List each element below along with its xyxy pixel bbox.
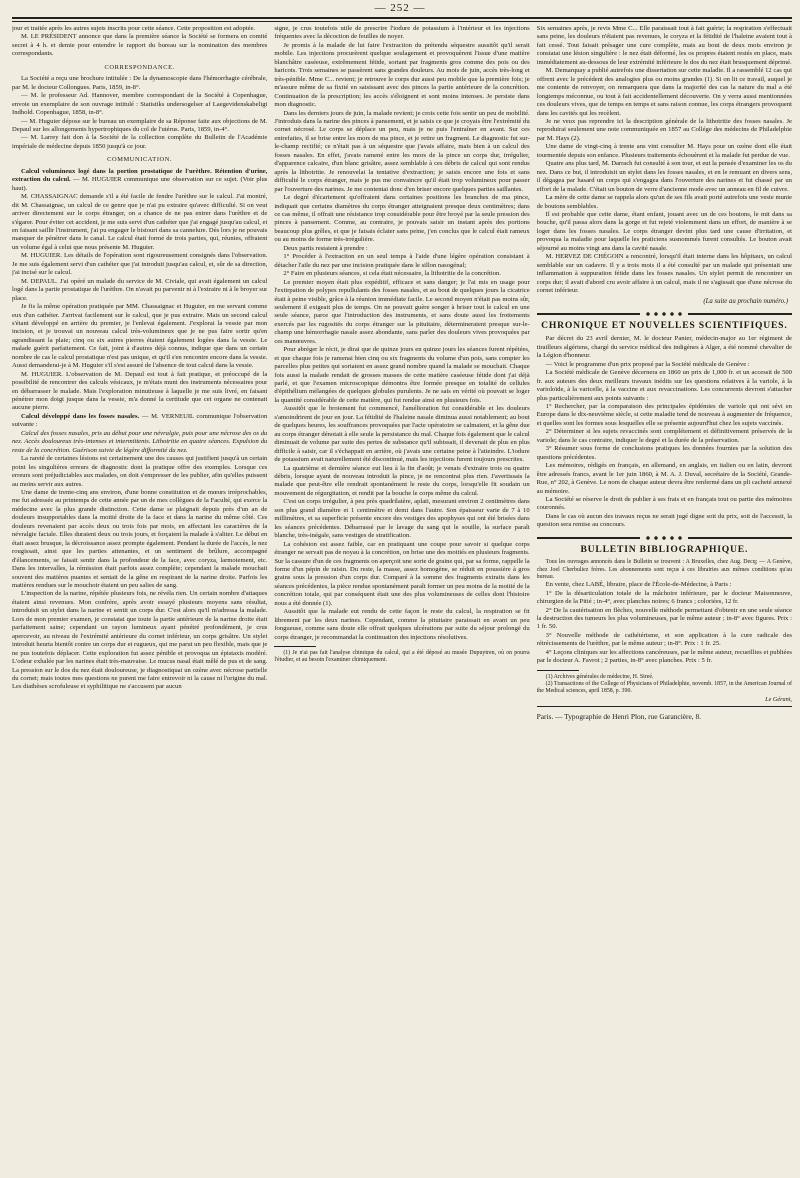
paragraph: 2° Faire en plusieurs séances, si cela était nécessaire, la lithotritie de la concrétion. <box>283 270 501 278</box>
columns <box>12 25 792 1164</box>
footnote-rule <box>537 670 579 671</box>
paragraph: En vente, chez LABÉ, libraire, place de l'École-de-Médecine, à Paris : <box>545 581 732 589</box>
paragraph: Je fis la même opération pratiquée par MM. Chassaignac et Huguier, en me servant comme eux d'un cathéter. J'arrivai facilement sur le calcul, que je pus extraire. Mais un second calcul s'étant développé en arrière du premier, je l'enlevai également. J'explorai la vessie par mon incision, et je trouvai un nouveau calcul très-volumineux que je ne pus faire sortir qu'en agrandissant la plaie; cinq ou six autres pierres étaient également logées dans la vessie. Le malade guérit parfaitement. Ce fait, joint à d'autres déjà connus, indique que dans un certain nombre de cas le calcul prostatique n'est pas unique, et qu'il s'en rencontre encore dans la vessie. Aussi demanderai-je à M. Huguier s'il s'est assuré de l'absence de tout calcul dans la vessie. <box>12 303 268 370</box>
paragraph: 2° Déterminer si les sujets revaccinés sont complétement et définitivement préservés de la variole; dans le cas contraire, indiquer le degré et la durée de la préservation. <box>536 428 792 444</box>
paragraph: Je promis à la malade de lui faire l'extraction du prétendu séquestre aussitôt qu'il serait mobile. Les injections procurèrent quelque soulagement et provoquèrent l'issue d'une matière blanchâtre caséeuse, extrêmement fétide, sortant par fragments gros comme des pois ou des haricots. Trois semaines se passèrent sans grandes douleurs. Au mois de juin, accès très-long et très-pénible. Mme C... revient; je retrouve le corps dur aussi peu mobile que la première fois; je m'assure même de sa fixité en saisissant avec des pinces la partie antérieure de la concrétion. Continuation de la prescription; les accès s'éloignent et sont moins intenses. Je persiste dans mon diagnostic. <box>274 41 530 109</box>
continued-note: (La suite au prochain numéro.) <box>703 297 788 305</box>
paragraph: M. HUGUIER. Les détails de l'opération sont rigoureusement consignés dans l'observation. Je me suis également servi d'un cathéter que j'ai introduit jusqu'au calcul, et, sûr de sa direction, j'ai incisé sur le calcul. <box>12 252 268 277</box>
run-in-title: Calcul développé dans les fosses nasales. <box>21 412 140 420</box>
paragraph: M. DEPAUL. J'ai opéré un malade du service de M. Civiale, qui avait également un calcul logé dans la partie prostatique de l'urèthre. On n'avait pu parvenir ni à l'extraire ni à le broyer sur place. <box>12 277 268 302</box>
paragraph: Je ne veux pas reprendre ici la description générale de la lithotritie des fosses nasales. Je reproduirai seulement une note communiquée en 1857 au Collége des médecins de Philadelphie par M. Hays (2). <box>536 117 792 142</box>
section-separator <box>537 535 792 541</box>
paragraph: Quatre ans plus tard, M. Darrach fut consulté à son tour, et eut la pensée d'examiner les os du nez. Dans ce but, il introduisit un stylet dans les fosses nasales, et en le remuant en divers sens, il dégagea par hasard un corps qui s'engagea dans l'ouverture des narines et fut chassé par un effort de la malade. C'était un bouton de verre d'ancienne mode avec un anneau en fil de cuivre. <box>536 160 792 193</box>
paragraph: Dans les derniers jours de juin, la malade revient; je crois cette fois sentir un peu de mobilité. J'introduis dans la narine des pinces à pansement, et je saisis ce que je croyais être l'extrémité du cornet nécrosé. Le corps se déplace un peu, mais je ne puis l'entraîner en avant. Sur ces entrefaites, il se brise entre les mors de ma pince, et je retire un fragment. Le diagnostic fut sur-le-champ rectifié; ce n'était pas à un séquestre que j'avais affaire, mais bien à un calcul des fosses nasales. En effet, j'avais ramené entre les mors de la pince un corps dur, irrégulier, d'apparence calcaire, d'un blanc grisâtre, assez semblable à ces débris de calcul qui sont rendus après la lithotritie. Je renouvelai la tentative d'extraction; je saisis encore une fois et sans difficulté le corps étranger, mais je pus me convaincre qu'il était trop volumineux pour passer par l'ouverture des narines. Je me contentai donc d'en briser encore quelques parties saillantes. <box>274 109 530 193</box>
paragraph: La Société se réserve le droit de publier à ses frais et en français tout ou partie des mémoires couronnés. <box>536 496 792 512</box>
imprint-rule <box>537 706 792 707</box>
paragraph <box>12 413 267 430</box>
section-heading-communication: COMMUNICATION. <box>107 156 173 164</box>
footnote-rule <box>274 646 316 647</box>
column-3 <box>537 25 792 1164</box>
section-heading-correspondance: CORRESPONDANCE. <box>104 63 175 71</box>
paragraph: 3° Résumer sous forme de conclusions pratiques les données fournies par la solution des questions précédentes. <box>536 445 792 461</box>
paragraph: La Société médicale de Genève décernera en 1860 un prix de 1,000 fr. et un accessit de 500 fr. aux auteurs des deux meilleurs travaux inédits sur les questions relatives à la variole, à la varioloïde, à la varicelle, à la vaccine et aux revaccinations. Les concurrents devront s'attacher plus particulièrement aux points suivants : <box>536 369 792 402</box>
paragraph: Il est probable que cette dame, étant enfant, jouant avec un de ces boutons, le mit dans sa bouche, qu'il passa alors dans la gorge et fut rejeté violemment dans un effort, de manière à se loger dans les fosses nasales. Le corps étranger devint plus tard une cause d'irritation, et provoqua la maladie pour laquelle les praticiens susnommés furent consultés. Le bouton avait séjourné au moins vingt ans dans la cavité nasale. <box>536 210 792 252</box>
paragraph: — M. Larrey fait don à la Société de la collection complète du Bulletin de l'Académie impériale de médecine depuis 1850 jusqu'à ce jour. <box>12 134 268 150</box>
paragraph: M. CHASSAIGNAC demande s'il a été facile de fendre l'urèthre sur le calcul. J'ai montré, dit M. Chassaignac, un calcul de ce genre que je n'ai pu extraire qu'avec difficulté. Si on veut arriver directement sur le corps étranger, on a chance de ne pas entrer dans l'urèthre et de s'égarer. Pour éviter cet accident, je me suis servi d'un cathéter que j'ai engagé jusqu'au calcul, et en faisant saillir l'instrument, j'ai pu engager le bistouri dans sa cannelure. Dès lors je ne pouvais manquer de pénétrer dans le canal. Le calcul était formé de trois parties, qui, réunies, offraient un volume égal à celui que nous présente M. Huguier. <box>12 193 268 251</box>
paragraph: Les mémoires, rédigés en français, en allemand, en anglais, en italien ou en latin, devront être adressés francs, avant le 1er juin 1860, à M. A. J. Duval, secrétaire de la Société, Grande-Rue, n° 202, à Genève. Le nom de chaque auteur devra être renfermé dans un pli cacheté annexé au mémoire. <box>536 462 792 495</box>
paragraph: Aussitôt que la malade eut rendu de cette façon le reste du calcul, la respiration se fit librement par les deux narines. Cependant, comme la pituitaire paraissait en avant un peu fongueuse, comme sans doute elle offrait quelques ulcérations par suite du séjour prolongé du corps étranger, je recommandai la continuation des injections résolutives. <box>274 608 530 641</box>
paragraph: Le premier moyen était plus expéditif, efficace et sans danger; je l'ai mis en usage pour l'extirpation de polypes repullulants des fosses nasales, et au bout de quelques jours la cicatrice était à peine visible, grâce à la réunion immédiate facile. Le second moyen n'était pas moins sûr, seulement il exigeait plus de temps. On ne pouvait guère songer à briser tout le calcul en une seule séance, parce que l'introduction des instruments, et sans doute aussi les frottements exercés par les rugosités du corps étranger sur la pituitaire, détermineraient presque sur-le-champ une hémorrhagie nasale assez abondante, sans parler des douleurs vives provoquées par ces manœuvres. <box>274 278 530 345</box>
section-separator <box>537 311 792 317</box>
footnote: (1) Je n'ai pas fait l'analyse chimique du calcul, qui a été déposé au musée Dupuytren, où on pourra l'étudier, et au besoin l'examiner chimiquement. <box>274 650 530 664</box>
paragraph: La Société a reçu une brochure intitulée : De la dynamoscopie dans l'hémorrhagie cérébrale, par M. le docteur Collongues. Paris, 1859, in-8°. <box>12 75 268 91</box>
paragraph-text: — M. VERNEUIL communique l'observation suivante : <box>12 412 268 429</box>
paragraph: Deux partis restaient à prendre : <box>283 244 368 252</box>
observation-title: Calcul des fosses nasales, pris au début pour une névralgie, puis pour une nécrose des os du nez. Accès douloureux très-intenses et intermittents. Lithotritie en quatre séances. Expulsion du reste de la concrétion. Guérison suivie de légère difformité du nez. <box>12 429 268 454</box>
paragraph: 2° De la cautérisation en flèches, nouvelle méthode permettant d'obtenir en une seule séance la destruction des tumeurs les plus volumineuses, par le même auteur ; in-8° avec figures. Prix : 1 fr. 50. <box>536 606 792 631</box>
imprint-text: Paris. — Typographie de Henri Plon, rue Garancière, 8. <box>536 712 702 722</box>
paragraph: 1° De la désarticulation totale de la mâchoire inférieure, par le docteur Maisonneuve, chirurgien de la Pitié ; in-4°, avec planches noires; 6 francs ; coloriées, 12 fr. <box>536 589 792 606</box>
paragraph: Aussitôt que le broiement fut commencé, l'amélioration fut considérable et les douleurs s'amoindrirent de jour en jour. La fétidité de l'haleine nasale diminua aussi notablement; au bout de quelques heures, les souffrances provoquées par l'acte opératoire se calmaient, et la gêne due au corps étranger dénotait à elle seule la persistance du mal. Chaque fois également que le calcul diminuait de volume par suite des pertes de substance qu'il subissait, il devenait de plus en plus difficile à saisir, car il s'échappait en arrière, où j'avais une certaine peine à l'atteindre. L'iodure de potassium avait naturellement été discontinué, mais les injections furent toujours prescrites. <box>274 405 530 464</box>
paragraph: — M. Huguier dépose sur le bureau un exemplaire de sa Réponse faite aux objections de M. Depaul sur les allongements hypertrophiques du col de l'utérus. Paris, 1859, in-4°. <box>12 117 268 133</box>
paragraph: M. HERVEZ DE CHÉGOIN a rencontré, lorsqu'il était interne dans les hôpitaux, un calcul semblable sur un cadavre. Il y a trois mois il a été consulté par un malade qui présentait une inflammation à suppuration fétide dans les fosses nasales. Un stylet permit de rencontrer un corps dur; il avait d'abord cru avoir affaire à un calcul, mais il ne s'agissait que d'une nécrose du cornet inférieur. <box>536 253 792 295</box>
paragraph: Une dame de trente-cinq ans environ, d'une bonne constitution et de mœurs irréprochables, me fut adressée au printemps de cette année par un de mes collègues de la Faculté, qui exerce la médecine avec la plus grande distinction. Cette dame se plaignait depuis près d'un an de douleurs insupportables dans la moitié droite de la face et dans la narine du même côté. Ces douleurs revenaient par accès deux ou trois fois par mois, en affectant les caractères de la névralgie faciale. Elles duraient deux ou trois jours, et forçaient la malade à s'aliter. Le début en était assez brusque, la décroissance assez prompte également. Pendant la durée de l'accès, le nez rougissait, ainsi que les parties attenantes, et un sentiment de brûlure, accompagné d'élancements, se faisait sentir dans la profondeur de la face, avec coryza, larmoiement, etc. Dans les intervalles, la rémission était parfois assez complète; cependant la malade mouchait souvent des matières puantes et sentait de la gêne en respirant de la narine droite. Parfois les matières rendues sur le mouchoir étaient un peu salies de sang. <box>12 489 268 589</box>
paragraph: M. Demarquay a publié autrefois une dissertation sur cette maladie. Il a rassemblé 12 cas qui offrent avec le précédent des analogies plus ou moins grandes (1). Si on lit ce travail, auquel je me contente de renvoyer, on remarquera que dans la majorité des cas la nature du mal a été longtemps méconnue, ou tout à fait accidentellement découverte. On y verra aussi mentionnées ces douleurs vives, que de temps en temps et sans raison connue, les corps étrangers provoquent dans les cavités qui les recèlent. <box>536 67 792 117</box>
page-number: — 252 — <box>374 2 426 14</box>
paragraph <box>12 168 267 193</box>
column-1 <box>12 25 267 1164</box>
paragraph: 1° Rechercher, par la comparaison des principales épidémies de variole qui ont sévi en Europe dans le dix-neuvième siècle, si cette maladie tend de nouveau à augmenter de fréquence, et quelles sont les formes sous lesquelles elle se présente aujourd'hui chez les sujets vaccinés. <box>536 403 792 427</box>
paragraph: La quatrième et dernière séance eut lieu à la fin d'août; je venais d'extraire trois ou quatre débris, lorsque ayant de nouveau introduit la pince, je ne rencontrai plus rien. J'avertissais la malade que peut-être elle rendrait spontanément le reste du corps, lorsqu'elle fit soudain un mouvement de régurgitation, et rendit par la bouche le corps même du calcul. <box>274 464 530 497</box>
paragraph: Pour abréger le récit, je dirai que de quinze jours en quinze jours les séances furent répétées, et que chaque fois je ramenai bien cinq ou six fragments du volume d'un pois, sans compter les parcelles plus petites qui sortaient en assez grand nombre quand la malade se mouchait. Chaque fois aussi la malade rendait de grosses masses de cette matière caséeuse fétide dont j'ai déjà parlé, et que l'examen microscopique démontra être formée presque en totalité de cellules d'épithélium mélangées de quelques globules purulents. Je ne sais en vérité où pouvait se loger la quantité considérable de cette matière, qui fut rendue ainsi en plusieurs fois. <box>274 346 530 404</box>
paragraph: C'est un corps irrégulier, à peu près quadrilatère, aplati, mesurant environ 2 centimètres dans son plus grand diamètre et 1 centimètre et demi dans l'autre. Son épaisseur varie de 7 à 10 millimètres, et sa superficie présente encore des vestiges des apophyses qui ont été brisées dans les séances précédentes. Débarrassé par le lavage du sang qui le souille, la surface paraît blanche, très-inégale, sans vestiges de stratification. <box>274 498 530 540</box>
paragraph: — M. le professeur Ad. Hannover, membre correspondant de la Société à Copenhague, envoie un exemplaire de son ouvrage intitulé : Statistiks undersogelser af Laegevidenskabeligt Indhold. Copenhague, 1858, in-8°. <box>12 92 268 117</box>
paragraph: jour et traitée après les autres sujets inscrits pour cette séance. Cette proposition est adoptée. <box>12 25 256 32</box>
paragraph: Tous les ouvrages annoncés dans le Bulletin se trouvent : A Bruxelles, chez Aug. Decq; — A Genève, chez Joel Cherbuliez frères. Les abonnements sont reçus à ces librairies aux mêmes conditions qu'au bureau. <box>536 559 792 580</box>
paragraph: 3° Nouvelle méthode de cathétérisme, et son application à la cure radicale des rétrécissements de l'urèthre, par le même auteur ; in-8°. Prix : 1 fr. 25. <box>536 631 792 648</box>
column-2 <box>274 25 529 1164</box>
paragraph: Une dame de vingt-cinq à trente ans vint consulter M. Hays pour un ozène dont elle était tourmentée depuis son enfance. Plusieurs traitements échouèrent et la malade fut perdue de vue. <box>536 143 792 159</box>
section-heading-bulletin: BULLETIN BIBLIOGRAPHIQUE. <box>580 543 749 555</box>
paragraph: Six semaines après, je revis Mme C... Elle paraissait tout à fait guérie; la respiration s'effectuait sans peine, les douleurs n'étaient pas revenues, le coryza et la fétidité de l'haleine avaient tout à fait cessé. Tout faisait présager une cure complète, mais au bout de deux mois environ je constatai une lésion singulière : le nez était déformé, les os propres étaient restés en place, mais immédiatement au-dessous de leur extrémité inférieure le dos du nez était brusquement déprimé. <box>536 25 792 66</box>
imprint <box>537 713 792 721</box>
top-rule <box>12 17 792 19</box>
paragraph: 1° Procéder à l'extraction en un seul temps à l'aide d'une légère opération consistant à détacher l'aile du nez par une incision pratiquée dans le sillon nasogénal; <box>274 253 530 269</box>
section-heading-chronique: CHRONIQUE ET NOUVELLES SCIENTIFIQUES. <box>541 319 788 331</box>
top-rule-thin <box>12 21 792 22</box>
footnote: (1) Archives générales de médecine, H. Sireé. <box>545 673 654 680</box>
paragraph: La cohésion est assez faible, car en pratiquant une coupe pour savoir si quelque corps étranger ne servait pas de noyau à la concrétion, on brise une des moitiés en plusieurs fragments. Sur la cassure d'un de ces fragments on aperçoit une sorte de graine qui, par sa forme, rappelle la forme d'un pépin de raisin. Du reste, la masse, assez homogène, se réduit en poussière à gros grains sous la pression d'un corps dur. Comparé à la somme des fragments extraits dans les séances précédentes, la pièce rendue spontanément paraît former un peu moins de la moitié de la concrétion totale, qui par conséquent était une des plus volumineuses de celles dont l'histoire nous a été donnée (1). <box>274 540 530 607</box>
paragraph: 4° Leçons cliniques sur les affections cancéreuses, par le même auteur, recueillies et publiées par le docteur A. Favrot ; 2 parties, in-8° avec planches. Prix : 5 fr. <box>536 648 792 665</box>
paragraph: Le degré d'écartement qu'offraient dans certaines positions les branches de ma pince, indiquait que certains diamètres du corps étranger atteignaient presque deux centimètres; dans ce cas même, il offrait une résistance trop considérable pour être broyé par la seule pression des pinces à pansement. Comme, au contraire, je pouvais saisir un instant après des portions beaucoup plus grêles, et que je faisais éclater sans peine, j'en conclus que le calcul était rameux ou au moins de forme très-irrégulière. <box>274 194 530 244</box>
paragraph: signe, je crus toutefois utile de prescrire l'iodure de potassium à l'intérieur et les injections fréquentes avec la décoction de feuilles de noyer. <box>274 25 530 41</box>
paragraph: Dans le cas où aucun des travaux reçus ne serait jugé digne soit du prix, soit de l'accessit, la question sera remise au concours. <box>536 512 792 529</box>
run-in-title: Calcul volumineux logé dans la portion prostatique de l'urèthre. Rétention d'urine, extraction du calcul. <box>12 167 268 184</box>
paragraph: La mère de cette dame se rappela alors qu'un de ses fils avait porté autrefois une veste munie de boutons semblables. <box>536 194 792 210</box>
paragraph: M. HUGUIER. L'observation de M. Depaul est tout à fait pratique, et préoccupé de la possibilité de rencontrer des calculs vésicaux, je m'étais muni des instruments nécessaires pour en débarrasser le malade. Mais l'exploration minutieuse à laquelle je me suis livré, en faisant pénétrer mon doigt jusque dans la vessie, m'a donné la certitude que cet organe ne contenait aucune pierre. <box>12 370 268 412</box>
paragraph-text: — M. HUGUIER communique une observation sur ce sujet. (Voir plus haut). <box>12 176 268 192</box>
paragraph: La rareté de certaines lésions est certainement une des causes qui justifient jusqu'à un certain point les singulières erreurs de diagnostic dont la pratique offre des exemples. Lorsque ces erreurs sont préjudiciables aux malades, on doit s'empresser de les publier, afin qu'elles puissent au moins servir aux autres. <box>12 455 268 488</box>
paragraph: Par décret du 23 avril dernier, M. le docteur Panier, médecin-major au 1er régiment de tirailleurs algériens, chargé du service médical des indigènes à Alger, a été nommé chevalier de la Légion d'honneur. <box>536 335 792 360</box>
paragraph: — Voici le programme d'un prix proposé par la Société médicale de Genève : <box>545 360 750 368</box>
footnote: (2) Transactions of the College of Physicians of Philadelphie, novemb. 1857, in the American Journal of the Medical sciences, april 1858, p. 390. <box>536 681 792 695</box>
paragraph: M. LE PRÉSIDENT annonce que dans la première séance la Société se formera en comité secret à 4 h. et demie pour entendre le rapport du bureau sur la nomination des membres correspondants. <box>12 33 268 58</box>
gerant-label: Le Gérant, <box>765 695 792 703</box>
paragraph: L'inspection de la narine, répétée plusieurs fois, ne révéla rien. Un certain nombre d'attaques étaient ainsi revenues. Mon confrère, après avoir essayé plusieurs moyens sans résultat, introduisit un stylet dans la narine et sentit un corps dur. C'est alors qu'il m'adressa la malade. Lors de mon premier examen, je constatai que toute la partie antérieure de la narine droite était parfaitement saine; cependant un rayon lumineux ayant pénétré profondément, je crus apercevoir, au niveau de l'extrémité antérieure du cornet inférieur, un corps grisâtre. Un stylet introduit heurta bientôt contre un corps dur et rugueux, qui me parut un peu flexible, mais que je ne pus toutefois déplacer. Cette exploration fut assez pénible et provoqua un épistaxis modéré. L'odeur exhalée par les narines était très-mauvaise. Le mucus nasal était mêlé de pus et de sang. La pression sur le dos du nez était douloureuse, je diagnostiquai un ozène avec nécrose partielle du cornet; mais toutes mes questions ne purent me faire entrevoir ni la cause ni l'origine du mal. Les diathèses scrofuleuse et syphilitique ne s'accusent par aucun <box>12 590 268 691</box>
